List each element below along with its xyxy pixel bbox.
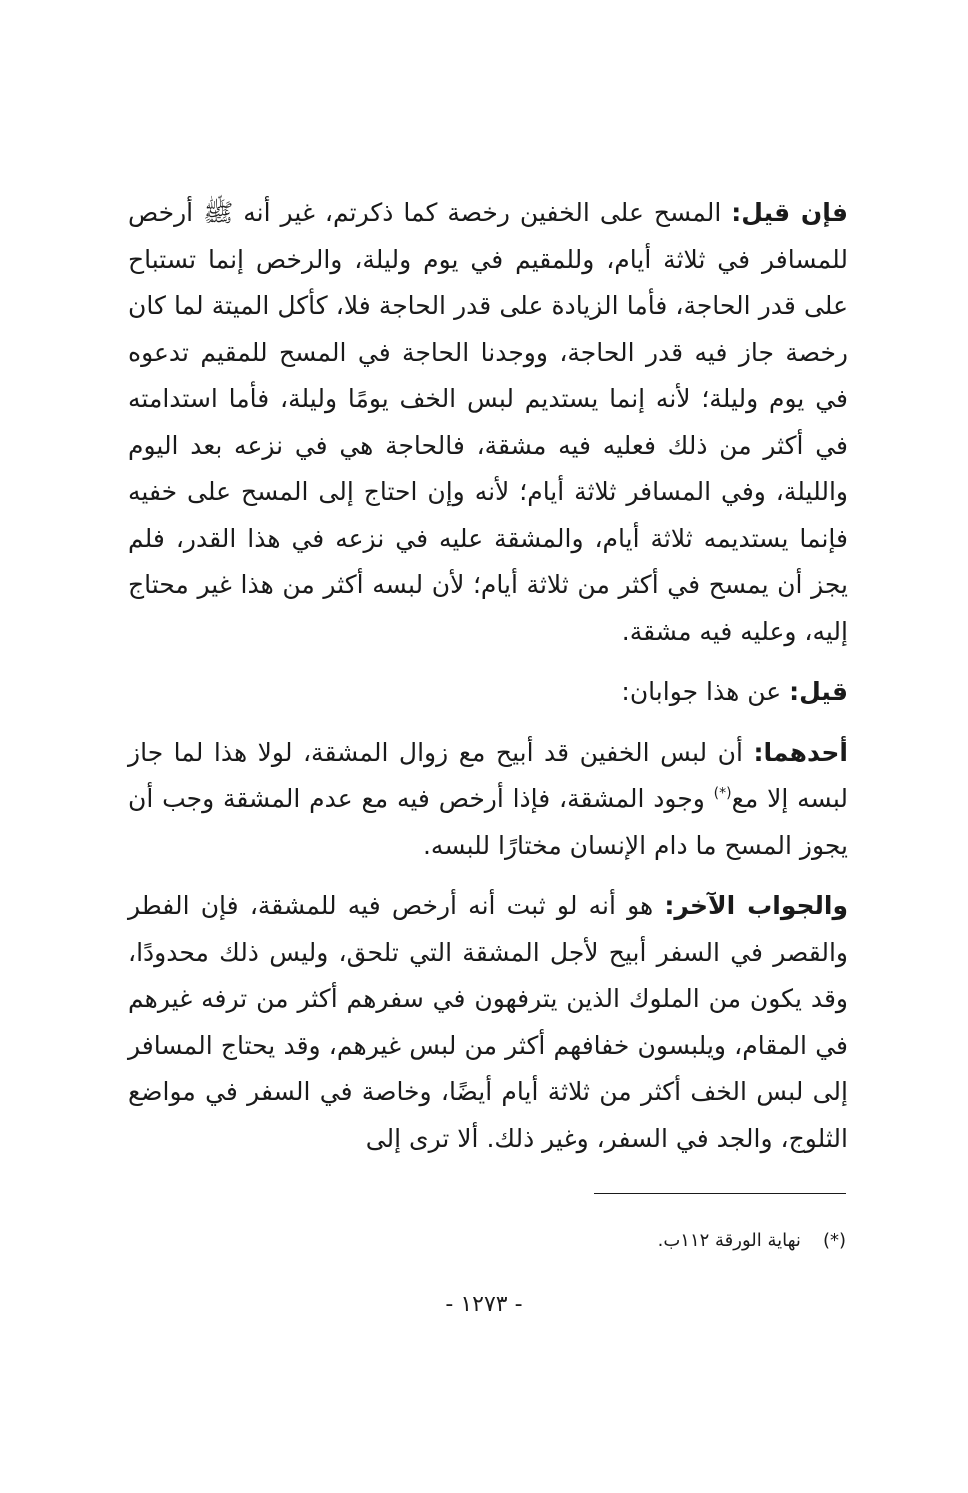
paragraph-lead: فإن قيل: — [731, 198, 848, 227]
paragraph-text: المسح على الخفين رخصة كما ذكرتم، غير أنه ﷺ أرخص للمسافر في ثلاثة أيام، وللمقيم في يوم وليلة، والرخص إنما تستباح على قدر الحاجة، فأما الزيادة على قدر الحاجة فلا، كأكل الميتة لما كان رخصة جاز فيه قدر الحاجة، ووجدنا الحاجة في المسح للمقيم تدعوه في يوم وليلة؛ لأنه إنما يستديم لبس الخف يومًا وليلة، فأما استدامته في أكثر من ذلك فعليه فيه مشقة، فالحاجة هي في نزعه بعد اليوم والليلة، وفي المسافر ثلاثة أيام؛ لأنه وإن احتاج إلى المسح على خفيه فإنما يستديمه ثلاثة أيام، والمشقة عليه في نزعه في هذا القدر، فلم يجز أن يمسح في أكثر من ثلاثة أيام؛ لأن لبسه أكثر من هذا غير محتاج إليه، وعليه فيه مشقة. — [128, 198, 848, 646]
paragraph-text: عن هذا جوابان: — [621, 677, 790, 706]
footnote — [658, 1228, 846, 1254]
paragraph-second-answer — [128, 883, 848, 1162]
paragraph-reply-intro — [128, 669, 848, 716]
paragraph-first-answer — [128, 730, 848, 870]
paragraph-lead: أحدهما: — [753, 737, 848, 767]
footnote-divider — [594, 1193, 846, 1194]
footnote-marker: (*) — [822, 1230, 846, 1251]
main-text — [128, 190, 848, 1176]
paragraph-lead: قيل: — [789, 677, 848, 706]
paragraph-text: هو أنه لو ثبت أنه أرخص فيه للمشقة، فإن الفطر والقصر في السفر أبيح لأجل المشقة التي تلحق، وليس ذلك محدودًا، وقد يكون من الملوك الذين يترفهون في سفرهم أكثر من ترفه غيرهم في المقام، ويلبسون خفافهم أكثر من لبس غيرهم، وقد يحتاج المسافر إلى لبس الخف أكثر من ثلاثة أيام أيضًا، وخاصة في السفر في مواضع الثلوج، والجد في السفر، وغير ذلك. ألا ترى إلى — [128, 891, 848, 1153]
paragraph-lead: والجواب الآخر: — [664, 891, 849, 920]
paragraph-text: أن لبس الخفين قد أبيح مع زوال المشقة، لولا هذا لما جاز لبسه إلا مع — [128, 737, 848, 813]
page-number: - ١٢٧٣ - — [445, 1292, 523, 1317]
footnote-reference: (*) — [713, 785, 732, 802]
paragraph-objection — [128, 190, 848, 655]
footnote-text: نهاية الورقة ١١٢ب. — [657, 1230, 801, 1251]
paragraph-text: وجود المشقة، فإذا أرخص فيه مع عدم المشقة وجب أن يجوز المسح ما دام الإنسان مختارًا للبسه. — [128, 784, 848, 860]
